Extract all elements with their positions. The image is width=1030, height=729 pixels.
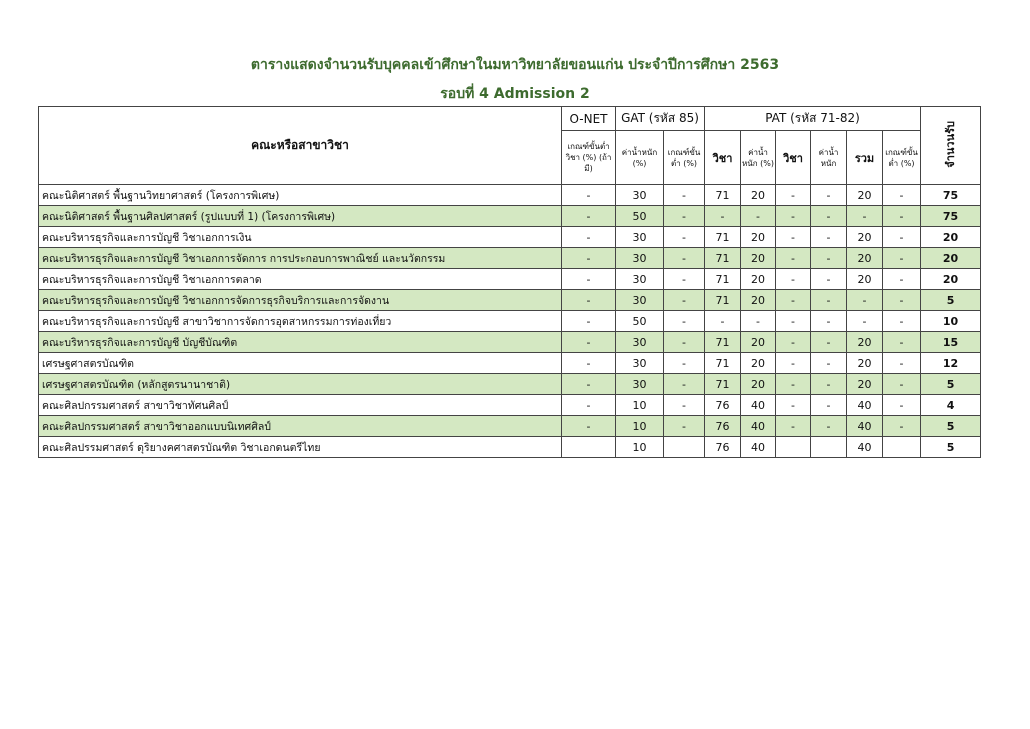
document-title: ตารางแสดงจำนวนรับบุคคลเข้าศึกษาในมหาวิทยาลัยขอนแก่น ประจำปีการศึกษา 2563	[250, 57, 780, 73]
value-cell: -	[811, 416, 847, 437]
table-row	[39, 416, 981, 437]
seats-cell: 10	[921, 311, 981, 332]
table-row	[39, 395, 981, 416]
seats-cell: 5	[921, 416, 981, 437]
faculty-name-cell: คณะศิลปรรมศาสตร์ ดุริยางคศาสตรบัณฑิต วิชาเอกดนตรีไทย	[39, 437, 562, 458]
pat-subject2-header: วิชา	[776, 131, 811, 185]
value-cell: 20	[847, 248, 883, 269]
value-cell: 30	[616, 185, 664, 206]
faculty-name-cell: เศรษฐศาสตรบัณฑิต	[39, 353, 562, 374]
value-cell: -	[776, 206, 811, 227]
value-cell: 71	[705, 332, 741, 353]
value-cell: -	[811, 185, 847, 206]
value-cell: 76	[705, 437, 741, 458]
value-cell	[664, 437, 705, 458]
value-cell: 20	[741, 185, 776, 206]
value-cell: 40	[741, 395, 776, 416]
faculty-name-cell: เศรษฐศาสตรบัณฑิต (หลักสูตรนานาชาติ)	[39, 374, 562, 395]
value-cell: -	[562, 332, 616, 353]
pat-min-header: เกณฑ์ขั้นต่ำ (%)	[883, 131, 921, 185]
table-body	[39, 185, 981, 458]
value-cell: -	[776, 248, 811, 269]
pat-weight1-header: ค่าน้ำหนัก (%)	[741, 131, 776, 185]
table-row	[39, 206, 981, 227]
table-row	[39, 374, 981, 395]
value-cell: -	[664, 395, 705, 416]
value-cell: -	[664, 374, 705, 395]
gat-header: GAT (รหัส 85)	[616, 107, 705, 131]
faculty-name-cell: คณะบริหารธุรกิจและการบัญชี วิชาเอกการตลาด	[39, 269, 562, 290]
seats-cell: 12	[921, 353, 981, 374]
value-cell: -	[847, 290, 883, 311]
value-cell: 10	[616, 437, 664, 458]
faculty-name-cell: คณะบริหารธุรกิจและการบัญชี สาขาวิชาการจัดการอุตสาหกรรมการท่องเที่ยว	[39, 311, 562, 332]
value-cell: -	[562, 353, 616, 374]
value-cell: -	[811, 395, 847, 416]
seats-header: จำนวนรับ	[921, 107, 981, 185]
value-cell: 20	[847, 185, 883, 206]
seats-cell: 15	[921, 332, 981, 353]
value-cell: -	[811, 269, 847, 290]
value-cell: 40	[847, 416, 883, 437]
value-cell: 20	[847, 227, 883, 248]
value-cell: -	[562, 206, 616, 227]
value-cell: 30	[616, 332, 664, 353]
value-cell: 40	[847, 395, 883, 416]
value-cell: -	[811, 290, 847, 311]
value-cell: -	[562, 374, 616, 395]
value-cell: 10	[616, 395, 664, 416]
value-cell: 20	[847, 374, 883, 395]
pat-total-header: รวม	[847, 131, 883, 185]
value-cell: 40	[741, 416, 776, 437]
value-cell	[776, 437, 811, 458]
pat-header: PAT (รหัส 71-82)	[705, 107, 921, 131]
pat-weight2-header: ค่าน้ำหนัก	[811, 131, 847, 185]
value-cell: -	[664, 311, 705, 332]
value-cell: 30	[616, 374, 664, 395]
value-cell: -	[776, 395, 811, 416]
value-cell: -	[562, 269, 616, 290]
faculty-name-cell: คณะศิลปกรรมศาสตร์ สาขาวิชาทัศนศิลป์	[39, 395, 562, 416]
value-cell: 71	[705, 353, 741, 374]
value-cell: -	[883, 353, 921, 374]
value-cell: 20	[847, 353, 883, 374]
value-cell: -	[883, 374, 921, 395]
seats-cell: 20	[921, 248, 981, 269]
value-cell: 20	[741, 353, 776, 374]
value-cell: 30	[616, 353, 664, 374]
faculty-name-cell: คณะนิติศาสตร์ พื้นฐานวิทยาศาสตร์ (โครงการพิเศษ)	[39, 185, 562, 206]
value-cell: -	[811, 227, 847, 248]
value-cell: -	[776, 332, 811, 353]
value-cell: -	[776, 416, 811, 437]
value-cell: 20	[741, 227, 776, 248]
value-cell: -	[776, 227, 811, 248]
faculty-name-cell: คณะบริหารธุรกิจและการบัญชี วิชาเอกการจัดการ การประกอบการพาณิชย์ และนวัตกรรม	[39, 248, 562, 269]
value-cell: 71	[705, 227, 741, 248]
value-cell: 71	[705, 185, 741, 206]
value-cell: -	[811, 353, 847, 374]
table-row	[39, 185, 981, 206]
value-cell: 40	[741, 437, 776, 458]
seats-cell: 5	[921, 290, 981, 311]
faculty-name-cell: คณะนิติศาสตร์ พื้นฐานศิลปศาสตร์ (รูปแบบที่ 1) (โครงการพิเศษ)	[39, 206, 562, 227]
value-cell: -	[811, 311, 847, 332]
faculty-name-cell: คณะบริหารธุรกิจและการบัญชี วิชาเอกการเงิน	[39, 227, 562, 248]
value-cell: -	[847, 206, 883, 227]
value-cell: -	[741, 311, 776, 332]
value-cell: -	[562, 395, 616, 416]
value-cell: -	[562, 311, 616, 332]
value-cell: -	[883, 206, 921, 227]
faculty-header: คณะหรือสาขาวิชา	[39, 107, 562, 185]
value-cell: 50	[616, 206, 664, 227]
seats-cell: 5	[921, 374, 981, 395]
value-cell: 20	[741, 269, 776, 290]
admission-table	[38, 106, 981, 458]
value-cell: 20	[741, 374, 776, 395]
value-cell: -	[883, 227, 921, 248]
value-cell: -	[883, 416, 921, 437]
value-cell: -	[562, 227, 616, 248]
value-cell: -	[811, 374, 847, 395]
value-cell	[883, 437, 921, 458]
value-cell: -	[883, 269, 921, 290]
value-cell: 71	[705, 290, 741, 311]
faculty-name-cell: คณะบริหารธุรกิจและการบัญชี วิชาเอกการจัดการธุรกิจบริการและการจัดงาน	[39, 290, 562, 311]
faculty-name-cell: คณะศิลปกรรมศาสตร์ สาขาวิชาออกแบบนิเทศศิลป์	[39, 416, 562, 437]
value-cell: -	[562, 416, 616, 437]
gat-min-header: เกณฑ์ขั้นต่ำ (%)	[664, 131, 705, 185]
value-cell: -	[664, 269, 705, 290]
value-cell: -	[811, 248, 847, 269]
value-cell: 50	[616, 311, 664, 332]
value-cell: -	[776, 311, 811, 332]
value-cell: 76	[705, 395, 741, 416]
onet-header: O-NET	[562, 107, 616, 131]
value-cell: -	[664, 353, 705, 374]
table-row	[39, 311, 981, 332]
value-cell	[562, 437, 616, 458]
value-cell: -	[883, 248, 921, 269]
table-row	[39, 353, 981, 374]
value-cell: -	[664, 227, 705, 248]
value-cell: 20	[847, 332, 883, 353]
value-cell: -	[741, 206, 776, 227]
value-cell	[811, 437, 847, 458]
value-cell: -	[776, 353, 811, 374]
seats-cell: 75	[921, 185, 981, 206]
value-cell: -	[776, 269, 811, 290]
table-row	[39, 290, 981, 311]
value-cell: -	[883, 185, 921, 206]
value-cell: 40	[847, 437, 883, 458]
value-cell: -	[883, 395, 921, 416]
value-cell: -	[883, 311, 921, 332]
value-cell: -	[562, 290, 616, 311]
value-cell: 10	[616, 416, 664, 437]
value-cell: -	[776, 290, 811, 311]
value-cell: 20	[741, 332, 776, 353]
seats-cell: 20	[921, 269, 981, 290]
value-cell: -	[664, 290, 705, 311]
table-row	[39, 269, 981, 290]
value-cell: -	[811, 332, 847, 353]
value-cell: -	[847, 311, 883, 332]
value-cell: 71	[705, 269, 741, 290]
table-row	[39, 248, 981, 269]
value-cell: -	[776, 374, 811, 395]
value-cell: 20	[741, 248, 776, 269]
onet-min-header: เกณฑ์ขั้นต่ำวิชา (%) (ถ้ามี)	[562, 131, 616, 185]
pat-subject1-header: วิชา	[705, 131, 741, 185]
table-row	[39, 437, 981, 458]
value-cell: -	[705, 206, 741, 227]
value-cell: -	[664, 248, 705, 269]
value-cell: 30	[616, 269, 664, 290]
value-cell: 30	[616, 227, 664, 248]
seats-cell: 75	[921, 206, 981, 227]
value-cell: 71	[705, 374, 741, 395]
value-cell: -	[883, 290, 921, 311]
table-row	[39, 227, 981, 248]
value-cell: -	[705, 311, 741, 332]
seats-cell: 5	[921, 437, 981, 458]
value-cell: -	[562, 185, 616, 206]
value-cell: -	[664, 332, 705, 353]
value-cell: -	[664, 416, 705, 437]
value-cell: 20	[847, 269, 883, 290]
value-cell: -	[776, 185, 811, 206]
value-cell: -	[883, 332, 921, 353]
value-cell: 71	[705, 248, 741, 269]
value-cell: -	[664, 206, 705, 227]
gat-weight-header: ค่าน้ำหนัก (%)	[616, 131, 664, 185]
seats-cell: 20	[921, 227, 981, 248]
faculty-name-cell: คณะบริหารธุรกิจและการบัญชี บัญชีบัณฑิต	[39, 332, 562, 353]
value-cell: 30	[616, 248, 664, 269]
value-cell: 20	[741, 290, 776, 311]
value-cell: 30	[616, 290, 664, 311]
seats-cell: 4	[921, 395, 981, 416]
value-cell: -	[811, 206, 847, 227]
value-cell: -	[664, 185, 705, 206]
table-row	[39, 332, 981, 353]
document-subtitle: รอบที่ 4 Admission 2	[440, 86, 590, 102]
value-cell: 76	[705, 416, 741, 437]
value-cell: -	[562, 248, 616, 269]
